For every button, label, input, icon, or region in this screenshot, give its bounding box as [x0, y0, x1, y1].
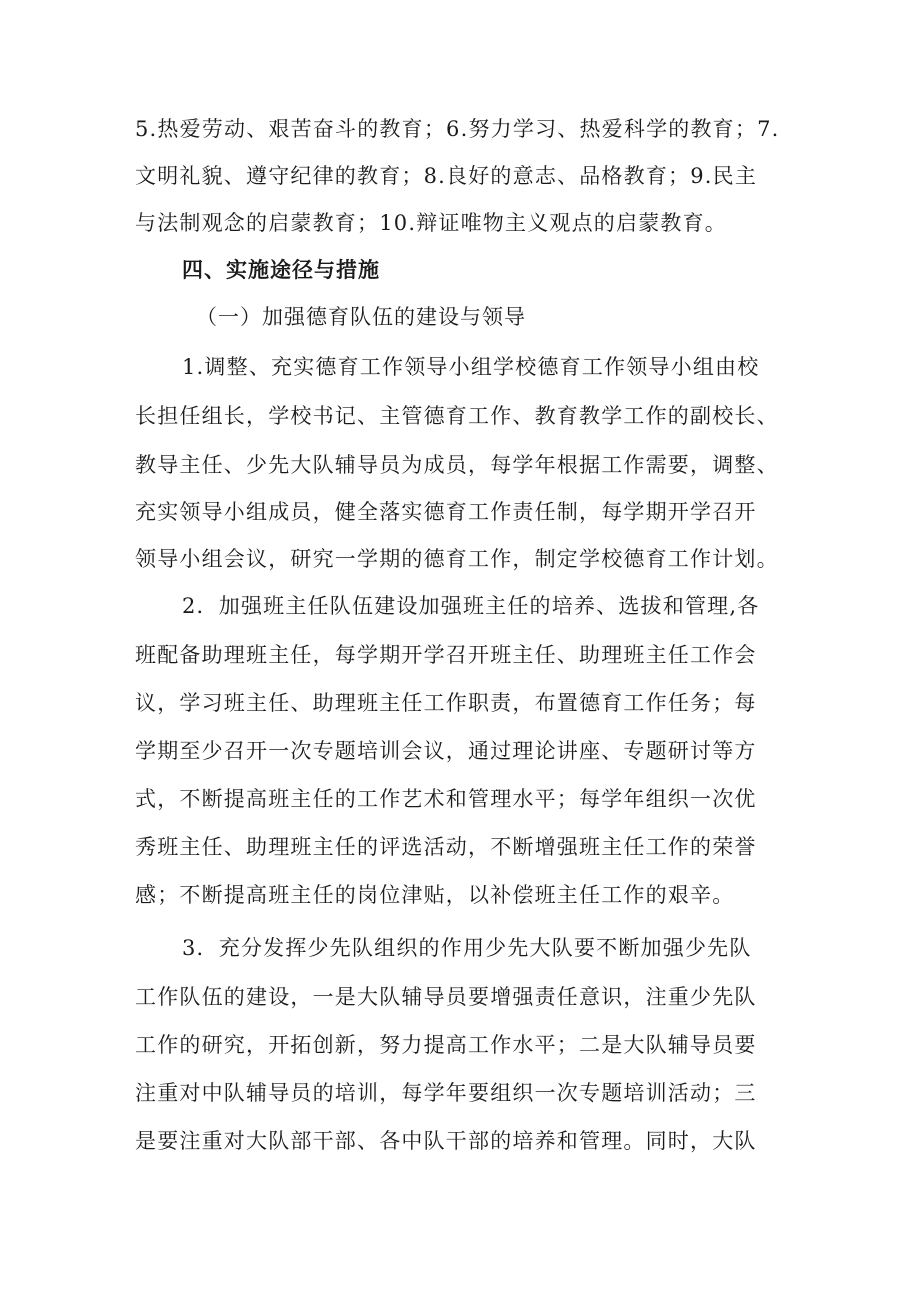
- item2-line: 学期至少召开一次专题培训会议，通过理论讲座、专题研讨等方: [135, 739, 757, 763]
- item3-line: 3．充分发挥少先队组织的作用少先大队要不断加强少先队: [182, 936, 752, 960]
- item3-line: 工作的研究，开拓创新，努力提高工作水平；二是大队辅导员要: [135, 1033, 757, 1057]
- section-heading: 四、实施途径与措施: [182, 258, 380, 282]
- item3-line: 工作队伍的建设，一是大队辅导员要增强责任意识，注重少先队: [135, 985, 757, 1009]
- item1-line: 长担任组长，学校书记、主管德育工作、教育教学工作的副校长、: [135, 404, 779, 428]
- item3-line: 是要注重对大队部干部、各中队干部的培养和管理。同时，大队: [135, 1129, 757, 1153]
- item2-line: 秀班主任、助理班主任的评选活动，不断增强班主任工作的荣誉: [135, 835, 757, 859]
- intro-line: 5.热爱劳动、艰苦奋斗的教育；6.努力学习、热爱科学的教育；7.: [135, 117, 780, 141]
- item2-line: 班配备助理班主任，每学期开学召开班主任、助理班主任工作会: [135, 643, 757, 667]
- item1-line: 充实领导小组成员，健全落实德育工作责任制，每学期开学召开: [135, 500, 757, 524]
- item1-line: 领导小组会议，研究一学期的德育工作，制定学校德育工作计划。: [135, 547, 779, 571]
- item2-line: 2．加强班主任队伍建设加强班主任的培养、选拔和管理,各: [182, 594, 760, 618]
- intro-line: 与法制观念的启蒙教育；10.辩证唯物主义观点的启蒙教育。: [135, 211, 727, 235]
- subsection-heading: （一）加强德育队伍的建设与领导: [196, 305, 526, 329]
- item1-line: 教导主任、少先大队辅导员为成员，每学年根据工作需要，调整、: [135, 453, 779, 477]
- intro-line: 文明礼貌、遵守纪律的教育；8.良好的意志、品格教育；9.民主: [135, 164, 758, 188]
- item2-line: 式，不断提高班主任的工作艺术和管理水平；每学年组织一次优: [135, 787, 757, 811]
- item2-line: 感；不断提高班主任的岗位津贴，以补偿班主任工作的艰辛。: [135, 883, 735, 907]
- item1-line: 1.调整、充实德育工作领导小组学校德育工作领导小组由校: [182, 355, 760, 379]
- item2-line: 议，学习班主任、助理班主任工作职责，布置德育工作任务；每: [135, 691, 757, 715]
- item3-line: 注重对中队辅导员的培训，每学年要组织一次专题培训活动；三: [135, 1081, 757, 1105]
